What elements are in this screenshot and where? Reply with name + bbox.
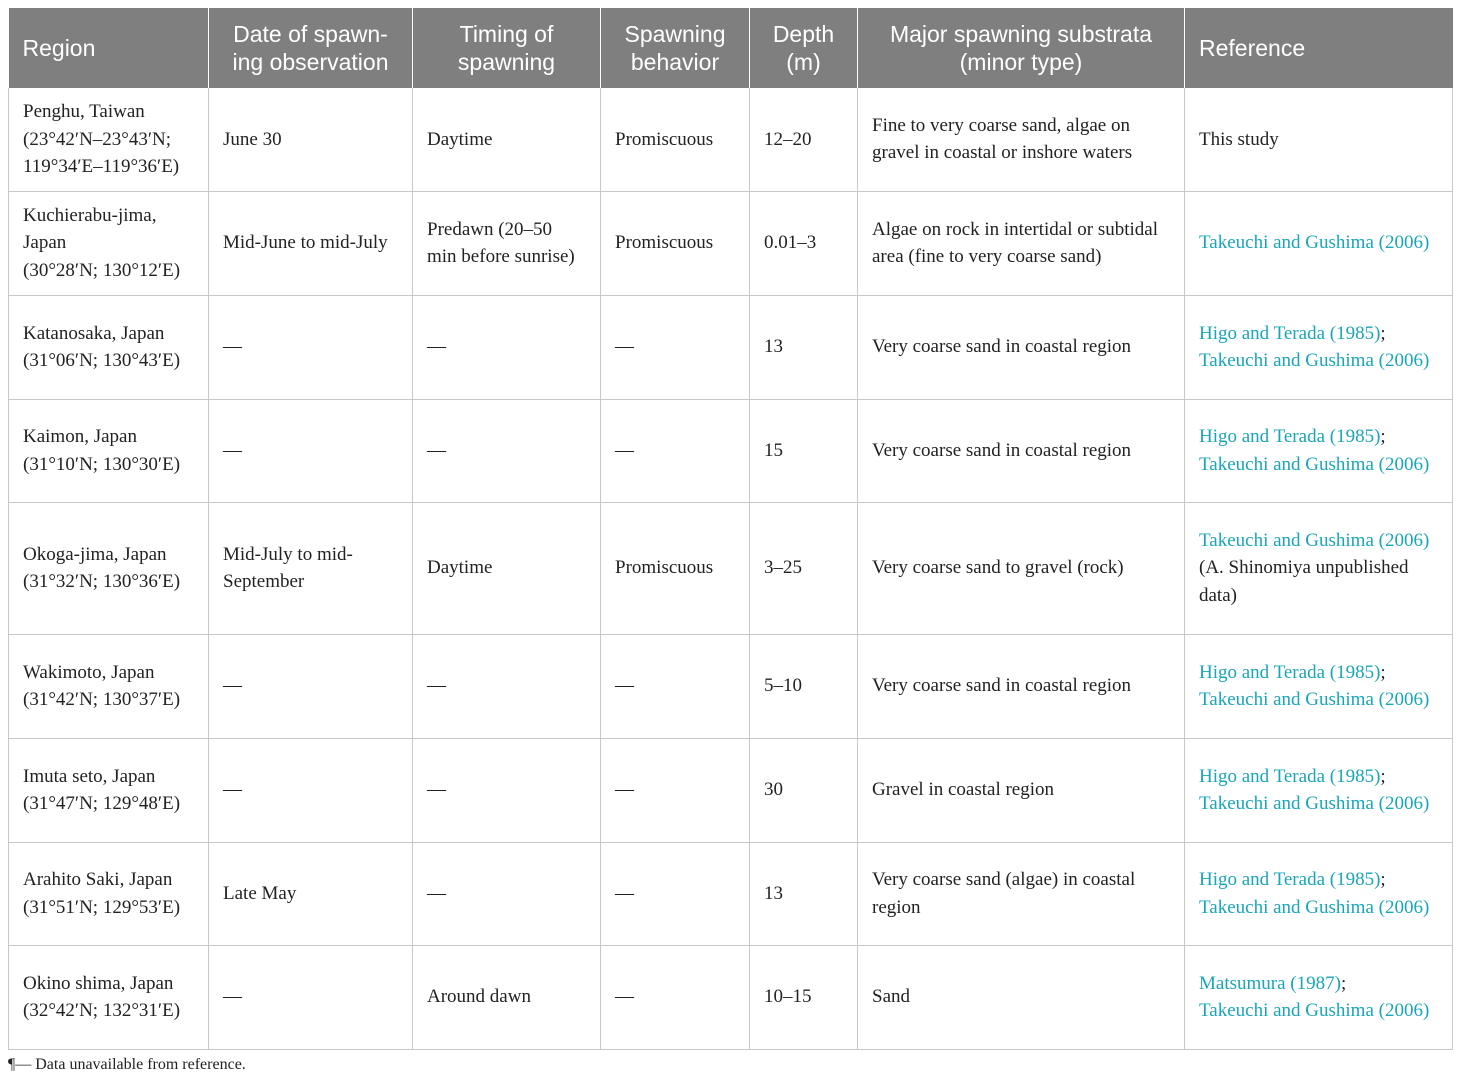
cell-substrata: Fine to very coarse sand, algae on gravel in coastal or inshore waters	[858, 88, 1185, 191]
cell-depth: 15	[750, 399, 858, 502]
cell-region	[9, 738, 209, 842]
cell-date: —	[209, 399, 413, 502]
cell-substrata: Very coarse sand (algae) in coastal region	[858, 842, 1185, 945]
region-line: (31°06′N; 130°43′E)	[23, 350, 181, 371]
cell-date: —	[209, 634, 413, 738]
cell-timing: —	[413, 634, 601, 738]
region-line: (23°42′N–23°43′N;	[23, 128, 172, 150]
region-line: (31°51′N; 129°53′E)	[23, 896, 181, 918]
reference-text: (A. Shinomiya unpublished data)	[1199, 557, 1409, 606]
header-substrata: Major spawning substrata (minor type)	[858, 8, 1185, 88]
cell-date: —	[209, 738, 413, 842]
table-row	[9, 634, 1453, 738]
cell-behavior: —	[601, 738, 750, 842]
reference-link[interactable]: Higo and Terada (1985)	[1199, 869, 1381, 890]
table-row	[9, 738, 1453, 842]
cell-behavior: —	[601, 634, 750, 738]
reference-link[interactable]: Takeuchi and Gushima (2006)	[1199, 689, 1430, 710]
cell-timing: Around dawn	[413, 945, 601, 1049]
reference-separator: ;	[1380, 322, 1386, 344]
reference-link[interactable]: Takeuchi and Gushima (2006)	[1199, 896, 1430, 918]
cell-date: Mid-June to mid-July	[209, 191, 413, 295]
cell-region	[9, 399, 209, 502]
region-line: Japan	[23, 232, 67, 254]
region-line: Wakimoto, Japan	[23, 661, 155, 683]
reference-link[interactable]: Takeuchi and Gushima (2006)	[1199, 232, 1430, 254]
cell-region	[9, 842, 209, 945]
header-depth: Depth (m)	[750, 8, 858, 88]
cell-substrata: Very coarse sand in coastal region	[858, 634, 1185, 738]
cell-date: Mid-July to mid-September	[209, 502, 413, 634]
region-line: Kaimon, Japan	[23, 426, 137, 447]
cell-region	[9, 502, 209, 634]
cell-behavior: —	[601, 842, 750, 945]
table-body	[9, 88, 1453, 1049]
table-row	[9, 191, 1453, 295]
reference-link[interactable]: Takeuchi and Gushima (2006)	[1199, 529, 1430, 551]
cell-timing: Daytime	[413, 88, 601, 191]
reference-text: This study	[1199, 128, 1279, 150]
cell-timing: —	[413, 738, 601, 842]
cell-behavior: —	[601, 399, 750, 502]
cell-date: Late May	[209, 842, 413, 945]
cell-depth: 3–25	[750, 502, 858, 634]
reference-separator: ;	[1380, 869, 1386, 890]
cell-behavior: —	[601, 295, 750, 399]
table-row	[9, 842, 1453, 945]
region-line: (32°42′N; 132°31′E)	[23, 1000, 181, 1021]
cell-reference	[1185, 738, 1453, 842]
reference-link[interactable]: Takeuchi and Gushima (2006)	[1199, 350, 1430, 371]
cell-reference	[1185, 191, 1453, 295]
reference-separator: ;	[1380, 765, 1386, 787]
cell-behavior: —	[601, 945, 750, 1049]
reference-separator: ;	[1380, 661, 1386, 683]
table-row	[9, 502, 1453, 634]
cell-region	[9, 295, 209, 399]
region-line: (31°42′N; 130°37′E)	[23, 689, 181, 710]
region-line: Okoga-jima, Japan	[23, 543, 167, 565]
cell-date: —	[209, 295, 413, 399]
region-line: Imuta seto, Japan	[23, 765, 156, 787]
region-line: (31°47′N; 129°48′E)	[23, 793, 181, 814]
reference-link[interactable]: Takeuchi and Gushima (2006)	[1199, 793, 1430, 814]
cell-substrata: Gravel in coastal region	[858, 738, 1185, 842]
cell-region	[9, 88, 209, 191]
header-row	[9, 8, 1453, 88]
table-container	[8, 8, 1452, 1050]
cell-reference	[1185, 502, 1453, 634]
cell-timing: Predawn (20–50 min before sunrise)	[413, 191, 601, 295]
cell-depth: 13	[750, 842, 858, 945]
header-reference: Reference	[1185, 8, 1453, 88]
region-line: (31°10′N; 130°30′E)	[23, 453, 181, 475]
cell-reference	[1185, 634, 1453, 738]
header-timing: Timing of spawning	[413, 8, 601, 88]
reference-link[interactable]: Higo and Terada (1985)	[1199, 765, 1381, 787]
cell-region	[9, 634, 209, 738]
reference-link[interactable]: Higo and Terada (1985)	[1199, 322, 1381, 344]
table-row	[9, 945, 1453, 1049]
region-line: 119°34′E–119°36′E)	[23, 156, 180, 177]
cell-region	[9, 191, 209, 295]
cell-substrata: Very coarse sand to gravel (rock)	[858, 502, 1185, 634]
cell-reference	[1185, 295, 1453, 399]
table-row	[9, 399, 1453, 502]
region-line: Arahito Saki, Japan	[23, 869, 173, 890]
cell-date: —	[209, 945, 413, 1049]
spawning-table	[8, 8, 1453, 1050]
cell-region	[9, 945, 209, 1049]
region-line: (31°32′N; 130°36′E)	[23, 571, 181, 592]
reference-link[interactable]: Higo and Terada (1985)	[1199, 661, 1381, 683]
cell-depth: 12–20	[750, 88, 858, 191]
table-row	[9, 295, 1453, 399]
region-line: Penghu, Taiwan	[23, 101, 145, 122]
reference-link[interactable]: Higo and Terada (1985)	[1199, 426, 1381, 447]
footnote: ¶— Data unavailable from reference.	[8, 1056, 246, 1073]
cell-date: June 30	[209, 88, 413, 191]
cell-substrata: Algae on rock in intertidal or subtidal area (fine to very coarse sand)	[858, 191, 1185, 295]
reference-link[interactable]: Matsumura (1987)	[1199, 972, 1341, 994]
region-line: Kuchierabu-jima,	[23, 204, 157, 226]
header-date: Date of spawn-ing observation	[209, 8, 413, 88]
cell-depth: 5–10	[750, 634, 858, 738]
region-line: Okino shima, Japan	[23, 972, 174, 994]
cell-timing: Daytime	[413, 502, 601, 634]
region-line: (30°28′N; 130°12′E)	[23, 259, 181, 281]
header-behavior: Spawning behavior	[601, 8, 750, 88]
cell-reference	[1185, 88, 1453, 191]
region-line: Katanosaka, Japan	[23, 322, 165, 344]
cell-behavior: Promiscuous	[601, 88, 750, 191]
cell-behavior: Promiscuous	[601, 502, 750, 634]
cell-reference	[1185, 399, 1453, 502]
reference-separator: ;	[1380, 426, 1386, 447]
reference-link[interactable]: Takeuchi and Gushima (2006)	[1199, 1000, 1430, 1021]
header-region: Region	[9, 8, 209, 88]
cell-depth: 30	[750, 738, 858, 842]
cell-behavior: Promiscuous	[601, 191, 750, 295]
cell-timing: —	[413, 842, 601, 945]
cell-substrata: Sand	[858, 945, 1185, 1049]
cell-substrata: Very coarse sand in coastal region	[858, 295, 1185, 399]
cell-timing: —	[413, 399, 601, 502]
reference-separator: ;	[1340, 972, 1347, 994]
cell-depth: 13	[750, 295, 858, 399]
cell-depth: 0.01–3	[750, 191, 858, 295]
cell-depth: 10–15	[750, 945, 858, 1049]
table-row	[9, 88, 1453, 191]
cell-timing: —	[413, 295, 601, 399]
cell-reference	[1185, 945, 1453, 1049]
cell-reference	[1185, 842, 1453, 945]
reference-link[interactable]: Takeuchi and Gushima (2006)	[1199, 453, 1430, 475]
cell-substrata: Very coarse sand in coastal region	[858, 399, 1185, 502]
